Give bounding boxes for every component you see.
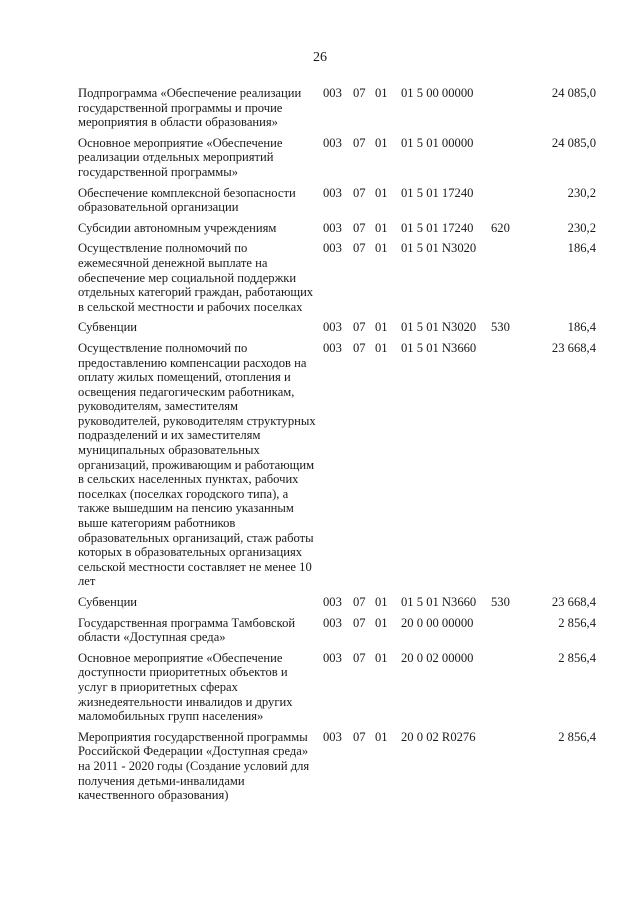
cell-pr: 01 [375, 320, 388, 335]
cell-rz: 07 [353, 320, 366, 335]
row-name: Государственная программа Тамбовской области «Доступная среда» [78, 615, 296, 645]
row-name: Подпрограмма «Обеспечение реализации государственной программы и прочие мероприятия в области образования» [78, 86, 302, 130]
cell-ved: 003 [323, 729, 342, 744]
cell-rz: 07 [353, 340, 366, 355]
table-row [78, 241, 608, 314]
table-row [78, 651, 608, 724]
cell-pr: 01 [375, 650, 388, 665]
cell-rz: 07 [353, 185, 366, 200]
cell-pr: 01 [375, 86, 388, 100]
table-row [78, 341, 608, 589]
cell-pr: 01 [375, 340, 388, 355]
budget-table [78, 86, 608, 809]
cell-vr: 620 [491, 220, 510, 235]
row-name: Осуществление полномочий по ежемесячной денежной выплате на обеспечение мер социальной поддержки отдельных категорий граждан, работающих в сельской местности и рабочих поселках [78, 241, 314, 314]
cell-sum: 186,4 [567, 320, 596, 335]
cell-ved: 003 [323, 220, 342, 235]
cell-sum: 24 085,0 [551, 86, 596, 100]
row-name: Осуществление полномочий по предоставлению компенсации расходов на оплату жилых помещений, отопления и освещения педагогическим работникам, руководителям, заместителям руководителей, руководителям структурных подразделений и их заместителям муниципальных образовательных организаций, проживающим и работающим в сельских населенных пунктах, рабочих поселках (поселках городского типа), а также вышедшим на пенсию указанным выше категориям работников образовательных организаций, стаж работы которых в образовательных организациях сельской местности составляет не менее 10 лет [78, 340, 316, 589]
row-name: Обеспечение комплексной безопасности образовательной организации [78, 185, 296, 215]
cell-pr: 01 [375, 595, 388, 609]
table-row [78, 221, 608, 236]
cell-csr: 01 5 01 N3660 [401, 340, 477, 355]
cell-rz: 07 [353, 86, 366, 100]
cell-pr: 01 [375, 220, 388, 235]
table-row [78, 186, 608, 215]
cell-rz: 07 [353, 595, 366, 609]
cell-pr: 01 [375, 185, 388, 200]
cell-ved: 003 [323, 86, 342, 100]
cell-pr: 01 [375, 135, 388, 150]
table-row [78, 595, 608, 610]
cell-ved: 003 [323, 241, 342, 256]
table-row [78, 136, 608, 180]
cell-csr: 20 0 02 R0276 [401, 729, 476, 744]
row-name: Субвенции [78, 320, 138, 335]
cell-ved: 003 [323, 340, 342, 355]
row-name: Основное мероприятие «Обеспечение реализации отдельных мероприятий государственной программы» [78, 135, 283, 179]
cell-csr: 01 5 01 17240 [401, 220, 474, 235]
cell-ved: 003 [323, 595, 342, 609]
cell-sum: 23 668,4 [551, 340, 596, 355]
cell-sum: 24 085,0 [551, 135, 596, 150]
cell-csr: 01 5 01 N3660 [401, 595, 477, 609]
cell-sum: 2 856,4 [558, 650, 596, 665]
cell-vr: 530 [491, 320, 510, 335]
cell-sum: 2 856,4 [558, 615, 596, 630]
row-name: Основное мероприятие «Обеспечение доступности приоритетных объектов и услуг в приоритетных сферах жизнедеятельности инвалидов и других маломобильных групп населения» [78, 650, 293, 724]
table-row [78, 616, 608, 645]
cell-ved: 003 [323, 650, 342, 665]
cell-ved: 003 [323, 135, 342, 150]
cell-rz: 07 [353, 220, 366, 235]
cell-pr: 01 [375, 615, 388, 630]
row-name: Субвенции [78, 595, 138, 609]
cell-ved: 003 [323, 185, 342, 200]
cell-csr: 01 5 01 00000 [401, 135, 474, 150]
cell-csr: 20 0 02 00000 [401, 650, 474, 665]
cell-pr: 01 [375, 729, 388, 744]
cell-rz: 07 [353, 241, 366, 256]
cell-sum: 186,4 [567, 241, 596, 256]
cell-csr: 01 5 01 17240 [401, 185, 474, 200]
cell-sum: 230,2 [567, 185, 596, 200]
cell-sum: 2 856,4 [558, 729, 596, 744]
cell-rz: 07 [353, 729, 366, 744]
row-name: Мероприятия государственной программы Российской Федерации «Доступная среда» на 2011 - 2020 годы (Создание условий для получения детьми-инвалидами качественного образования) [78, 729, 310, 803]
cell-csr: 20 0 00 00000 [401, 615, 474, 630]
cell-ved: 003 [323, 320, 342, 335]
table-row [78, 730, 608, 803]
cell-csr: 01 5 01 N3020 [401, 320, 477, 335]
cell-csr: 01 5 00 00000 [401, 86, 474, 100]
cell-ved: 003 [323, 615, 342, 630]
table-row [78, 86, 608, 130]
cell-vr: 530 [491, 595, 510, 609]
cell-csr: 01 5 01 N3020 [401, 241, 477, 256]
cell-rz: 07 [353, 135, 366, 150]
cell-sum: 230,2 [567, 220, 596, 235]
row-name: Субсидии автономным учреждениям [78, 220, 277, 235]
cell-rz: 07 [353, 615, 366, 630]
table-row [78, 320, 608, 335]
cell-sum: 23 668,4 [551, 595, 596, 609]
cell-pr: 01 [375, 241, 388, 256]
cell-rz: 07 [353, 650, 366, 665]
page-number: 26 [313, 50, 327, 65]
